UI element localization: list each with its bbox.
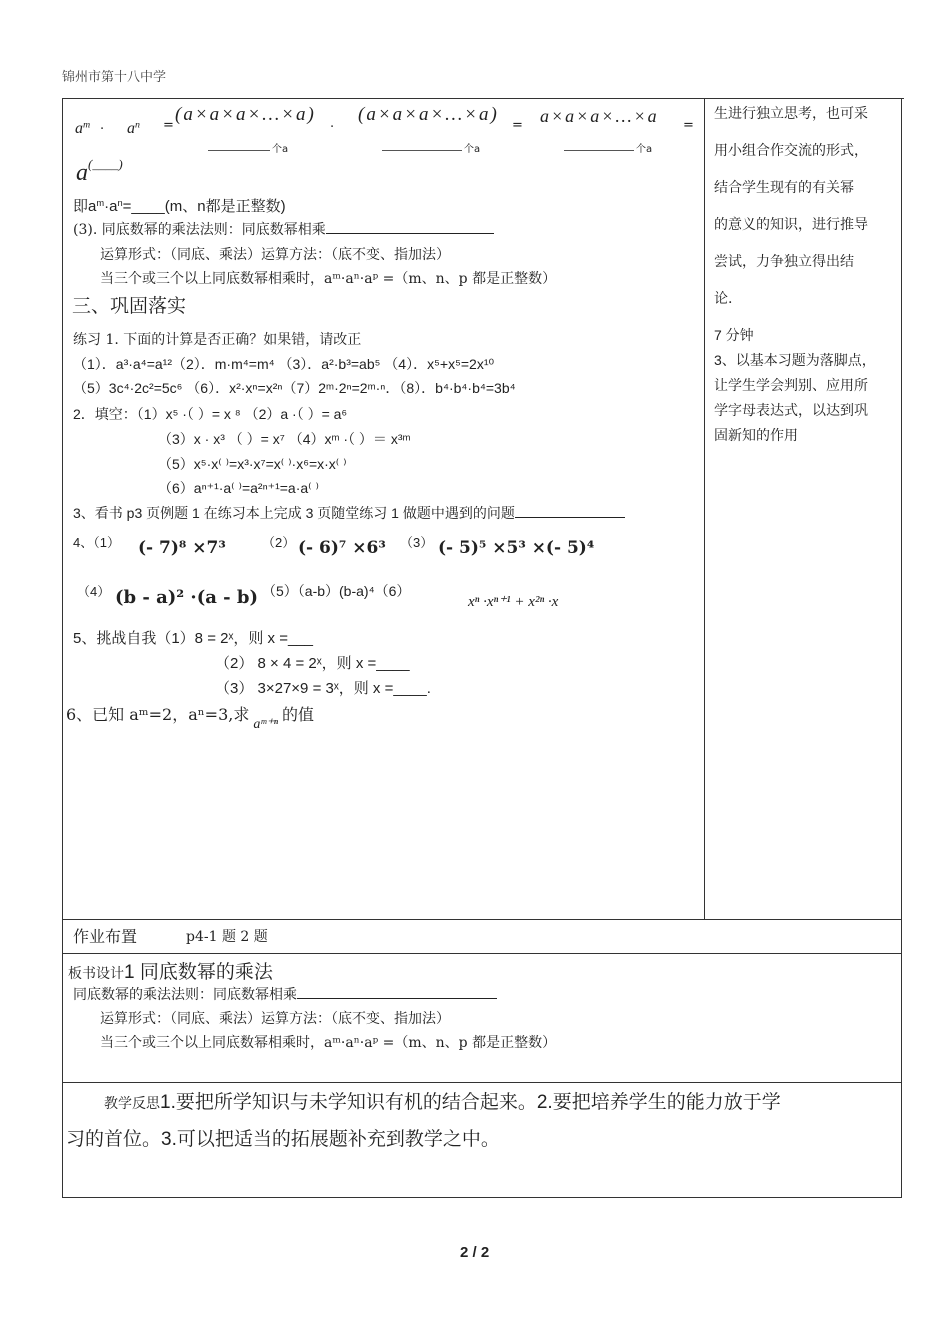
sidebar-line: 生进行独立思考，也可采: [714, 106, 868, 122]
sidebar-goal-line: 让学生学会判别、应用所: [714, 377, 868, 393]
sidebar-line: 结合学生现有的有关幂: [714, 180, 854, 196]
board-heading: 板书设计1 同底数幂的乘法: [68, 962, 273, 983]
table-bottom-border: [62, 1197, 902, 1198]
formula-group-2: (a×a×a×…×a): [358, 104, 499, 125]
sidebar-line: 论.: [714, 291, 733, 307]
section-3-title: 三、巩固落实: [72, 295, 187, 317]
formula-equals-1: =: [163, 118, 174, 133]
sidebar-line: 的意义的知识，进行推导: [714, 217, 868, 233]
board-operation-form: 运算形式：（同底、乘法）运算方法：（底不变、指加法）: [100, 1011, 450, 1027]
exercise-4-6: xⁿ ·xⁿ⁺¹ + x²ⁿ ·x: [468, 594, 559, 610]
formula-group-1: (a×a×a×…×a): [175, 104, 316, 125]
exercise-2-row-1: 2．填空：（1）x⁵ ·（ ）= x ⁸ （2）a ·（ ）= a⁶: [73, 406, 348, 422]
sidebar-line: 用小组合作交流的形式，: [714, 143, 868, 159]
formula-dot-2: ·: [330, 120, 335, 135]
exercise-2-row-4: （6）aⁿ⁺¹·a⁽ ⁾=a²ⁿ⁺¹=a·a⁽ ⁾: [158, 480, 319, 496]
exercise-5-1: 5、挑战自我（1）8 = 2ˣ，则 x =___: [73, 630, 314, 647]
exercise-4-label: 4、（1）: [73, 535, 120, 550]
board-top-border: [62, 953, 902, 954]
group2-label: 个a: [464, 144, 481, 155]
sidebar-notes: [714, 96, 868, 318]
board-rule: 同底数幂的乘法法则：同底数幂相乘: [73, 984, 497, 1004]
exercise-4-2: (- 6)⁷ ×6³: [298, 538, 386, 558]
homework-label: 作业布置: [73, 927, 138, 946]
sidebar-goal: [714, 348, 876, 448]
exercise-5-2: （2） 8 × 4 = 2ˣ，则 x =____: [215, 655, 410, 672]
exercise-4-1: (- 7)⁸ ×7³: [138, 538, 226, 558]
exercise-2-row-2: （3）x · x³ （ ）= x⁷ （4）xᵐ ·（ ）＝ x³ᵐ: [158, 431, 411, 447]
column-divider: [704, 98, 705, 919]
exercise-1-row-1: （1）．a³·a⁴=a¹²（2）．m·m⁴=m⁴ （3）．a²·b³=ab⁵ （4）．x⁵+x⁵=2x¹⁰: [73, 356, 495, 372]
reflection-line-1: 教学反思1.要把所学知识与未学知识有机的结合起来。2.要把培养学生的能力放于学: [104, 1092, 781, 1113]
group1-underbrace: [208, 150, 270, 151]
exercise-1-title: 练习 1. 下面的计算是否正确？如果错，请改正: [73, 332, 362, 348]
formula-dot: ·: [100, 122, 105, 137]
sidebar-line: 尝试，力争独立得出结: [714, 254, 854, 270]
exercise-4-3: (- 5)⁵ ×5³ ×(- 5)⁴: [438, 538, 595, 558]
exercise-4-3-label: （3）: [400, 535, 434, 550]
reflection-top-border: [62, 1082, 902, 1083]
exercise-1-row-2: （5）3c⁴·2c²=5c⁶ （6）．x²·xⁿ=x²ⁿ（7）2ᵐ·2ⁿ=2ᵐ·ⁿ．（8）．b⁴·b⁴·b⁴=3b⁴: [73, 380, 516, 396]
group1-label: 个a: [272, 144, 289, 155]
formula-am: $a^m$: [75, 119, 91, 137]
three-powers-line: 当三个或三个以上同底数幂相乘时，aᵐ·aⁿ·aᵖ =（m、n、p 都是正整数）: [100, 271, 557, 287]
result-power: a(____): [76, 156, 123, 186]
exercise-4-5-label: （5）（a-b）(b-a)⁴（6）: [262, 583, 411, 599]
line-ji: 即$a^m\cdot a^n=\_\_\_\_(m$、n都是正整数): [73, 197, 286, 215]
group3-underbrace: [564, 150, 634, 151]
table-right-border: [901, 98, 902, 1198]
sidebar-goal-line: 3、以基本习题为落脚点，: [714, 352, 876, 368]
page-number: 2 / 2: [460, 1244, 490, 1261]
exercise-4-4: (b - a)² ·(a - b): [115, 587, 258, 608]
sidebar-goal-line: 固新知的作用: [714, 427, 798, 443]
rule-3: (3). 同底数幂的乘法法则：同底数幂相乘: [73, 219, 494, 239]
formula-equals-2: =: [512, 118, 523, 133]
school-header: 锦州市第十八中学: [62, 70, 167, 85]
exercise-2-row-3: （5）x⁵·x⁽ ⁾=x³·x⁷=x⁽ ⁾·x⁶=x·x⁽ ⁾: [158, 456, 347, 472]
exercise-3: 3、看书 p3 页例题 1 在练习本上完成 3 页随堂练习 1 做题中遇到的问题: [73, 503, 625, 523]
exercise-4-4-label: （4）: [77, 584, 111, 599]
exercise-5-3: （3） 3×27×9 = 3ˣ，则 x =____.: [215, 680, 431, 697]
sidebar-time: 7 分钟: [714, 327, 754, 343]
exercise-4-2-label: （2）: [262, 535, 296, 550]
board-three-powers: 当三个或三个以上同底数幂相乘时，aᵐ·aⁿ·aᵖ =（m、n、p 都是正整数）: [100, 1035, 557, 1051]
homework-top-border: [62, 919, 902, 920]
sidebar-goal-line: 学字母表达式，以达到巩: [714, 402, 868, 418]
exercise-6-expression: aᵐ⁺ⁿ: [253, 717, 278, 732]
table-left-border: [62, 98, 63, 1198]
homework-content: p4-1 题 2 题: [186, 929, 268, 945]
operation-form: 运算形式：（同底、乘法）运算方法：（底不变、指加法）: [100, 247, 450, 263]
formula-equals-3: =: [683, 118, 694, 133]
formula-an: $a^n$: [127, 119, 140, 137]
exercise-6: 6、已知 aᵐ=2，aⁿ=3,求aᵐ⁺ⁿ的值: [66, 705, 314, 732]
formula-group-3: a×a×a×…×a: [540, 106, 659, 126]
reflection-line-2: 习的首位。3.可以把适当的拓展题补充到教学之中。: [66, 1129, 500, 1150]
group3-label: 个a: [636, 144, 653, 155]
group2-underbrace: [382, 150, 462, 151]
